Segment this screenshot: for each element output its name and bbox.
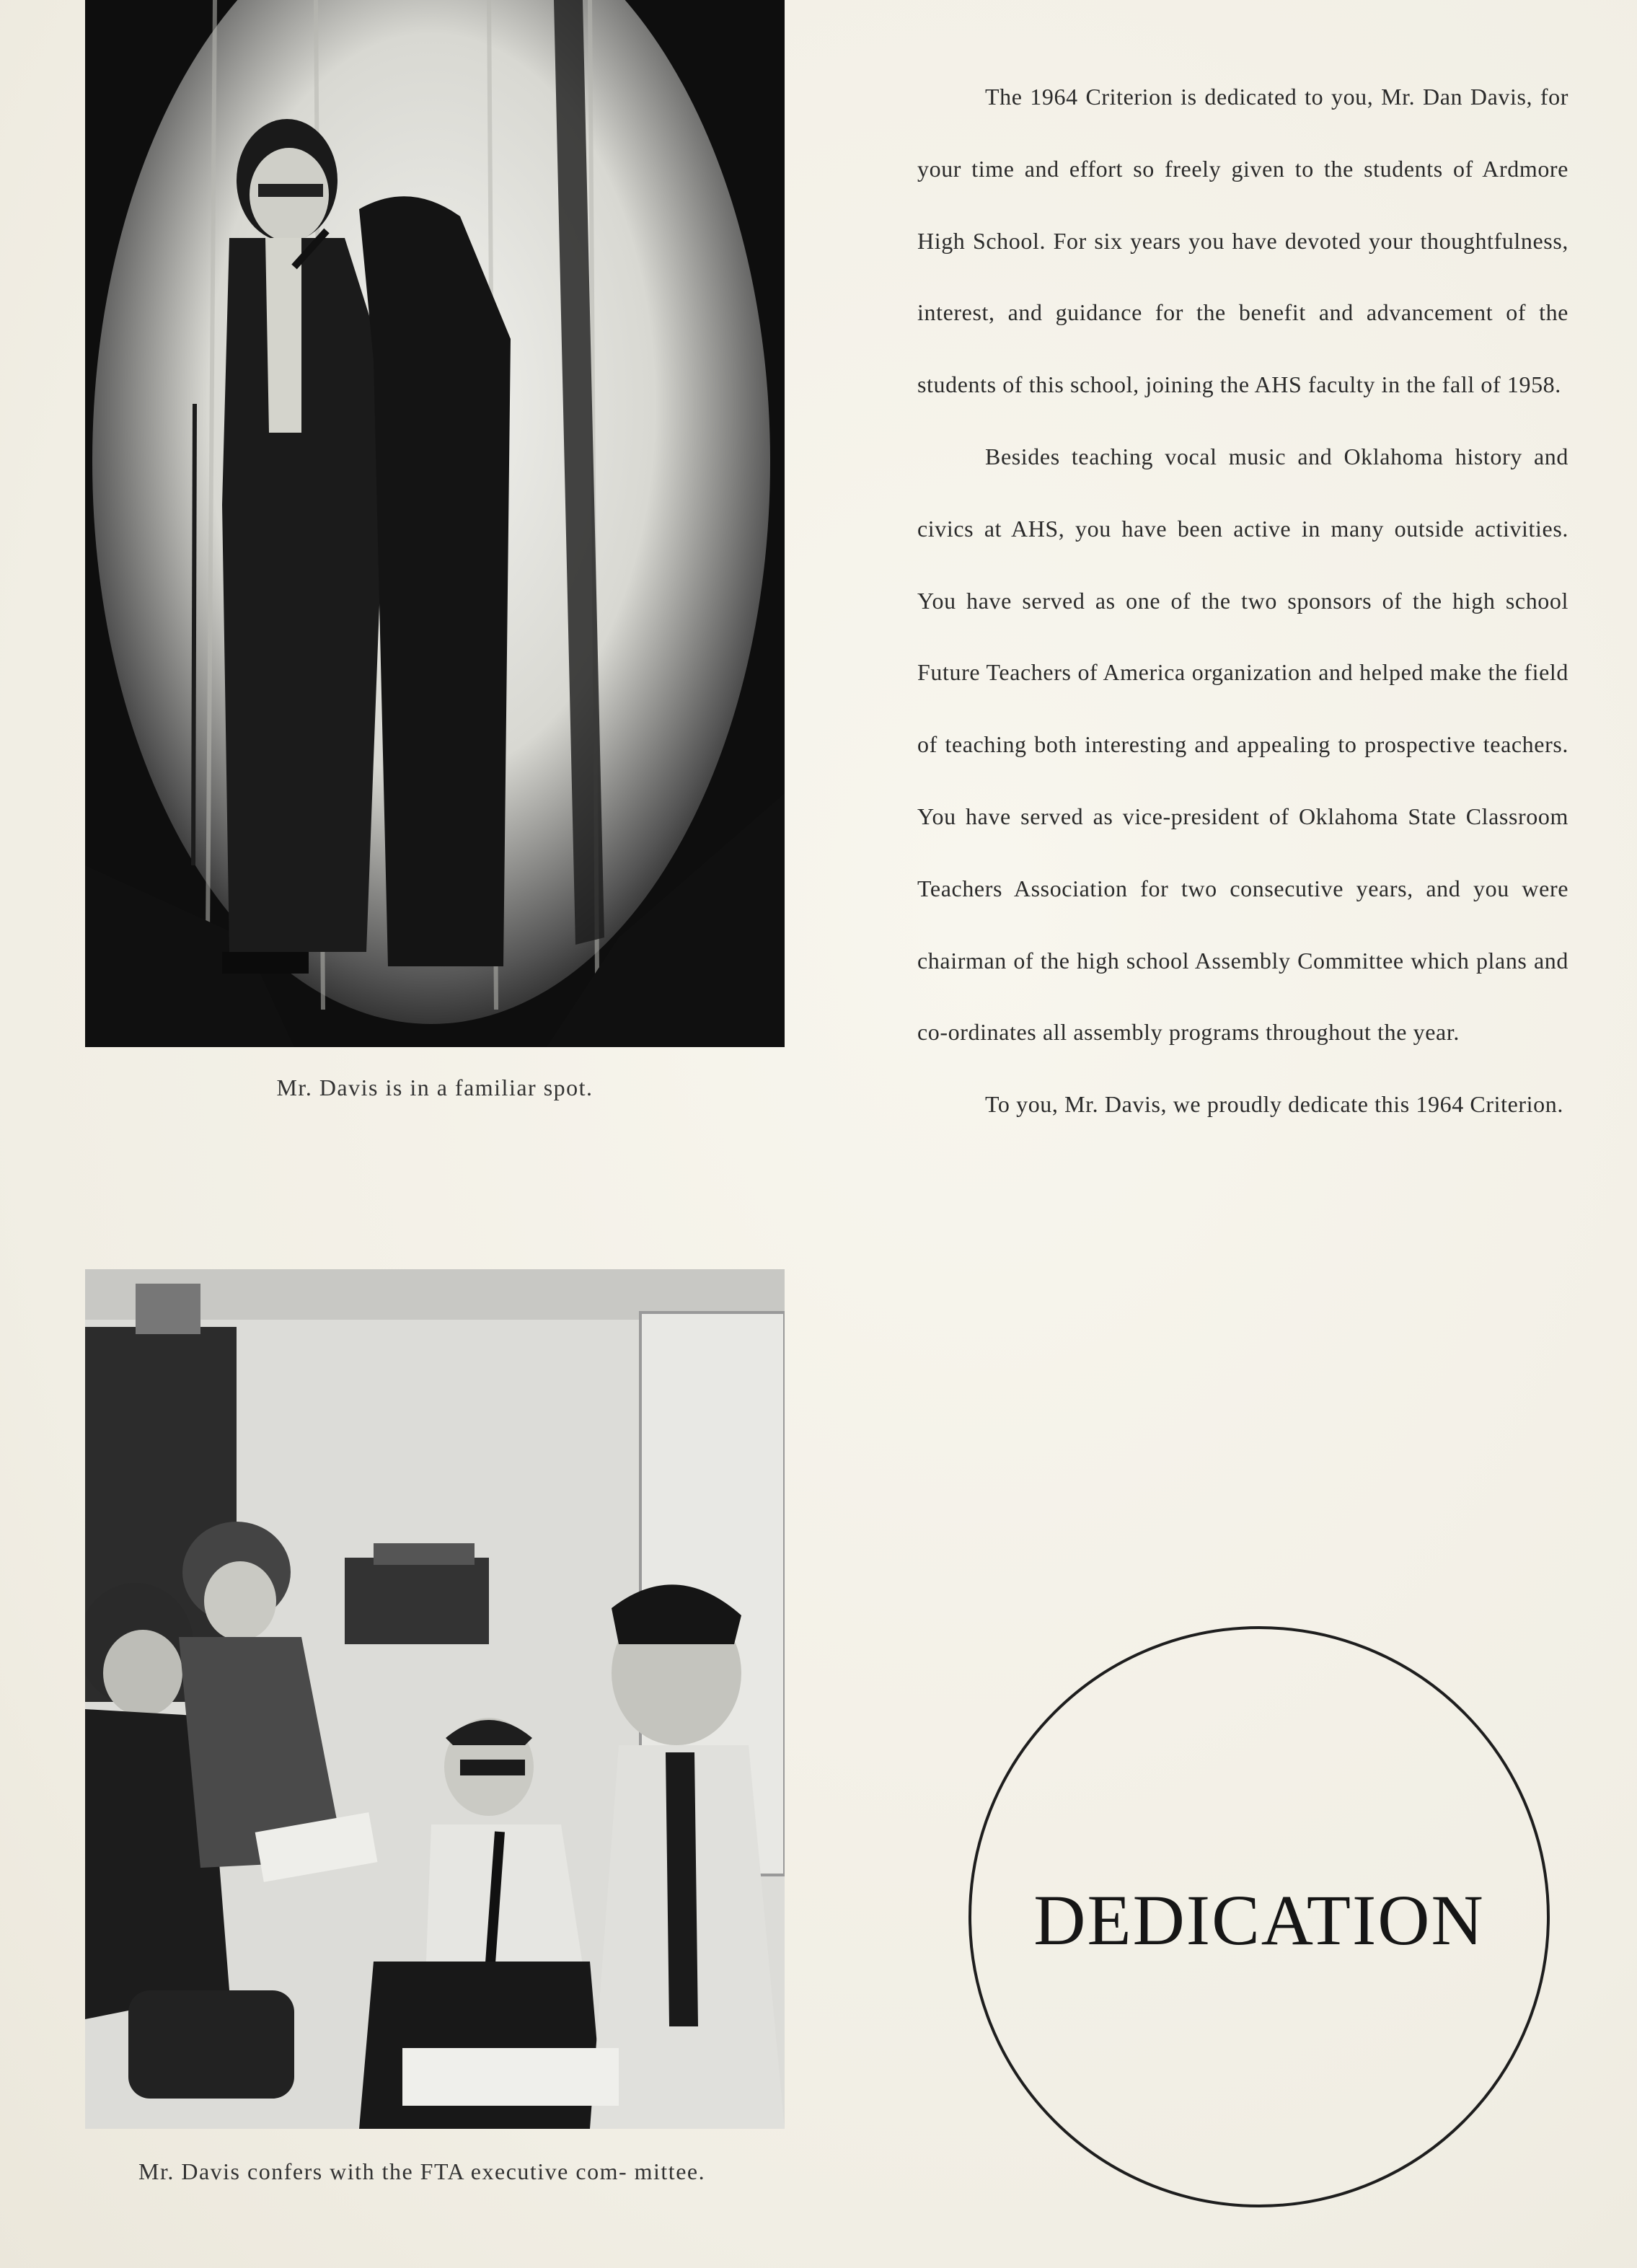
paragraph-3: To you, Mr. Davis, we proudly dedicate this 1964 Criterion. — [985, 1091, 1563, 1118]
paragraph-2: Besides teaching vocal music and Oklahoma history and civics at AHS, you have been active in many outside activities. You have served as one of the two sponsors of the high school Future Teachers of America organization and helped make the field of teaching both interesting and appealing to prospective teachers. You have served as vice-president of Oklahoma State Classroom Teachers Association for two consecutive years, and you were chairman of the high school Assembly Committee which plans and co-ordinates all assembly programs throughout the year. — [917, 443, 1568, 1046]
photo-fta-committee — [85, 1269, 785, 2129]
photo-davis-at-microphone — [85, 0, 785, 1047]
dedication-circle — [968, 1626, 1550, 2207]
photo1-caption: Mr. Davis is in a familiar spot. — [276, 1075, 594, 1100]
dedication-text — [917, 61, 1568, 1141]
dedication-title: DEDICATION — [1033, 1880, 1485, 1960]
paragraph-1: The 1964 Criterion is dedicated to you, Mr. Dan Davis, for your time and effort so freely given to the students of Ardmore High School. For six years you have devoted your thoughtfulness, interest, and guidance for the benefit and advancement of the students of this school, joining the AHS faculty in the fall of 1958. — [917, 84, 1568, 398]
photo2-caption: Mr. Davis confers with the FTA executive com- mittee. — [138, 2158, 706, 2184]
